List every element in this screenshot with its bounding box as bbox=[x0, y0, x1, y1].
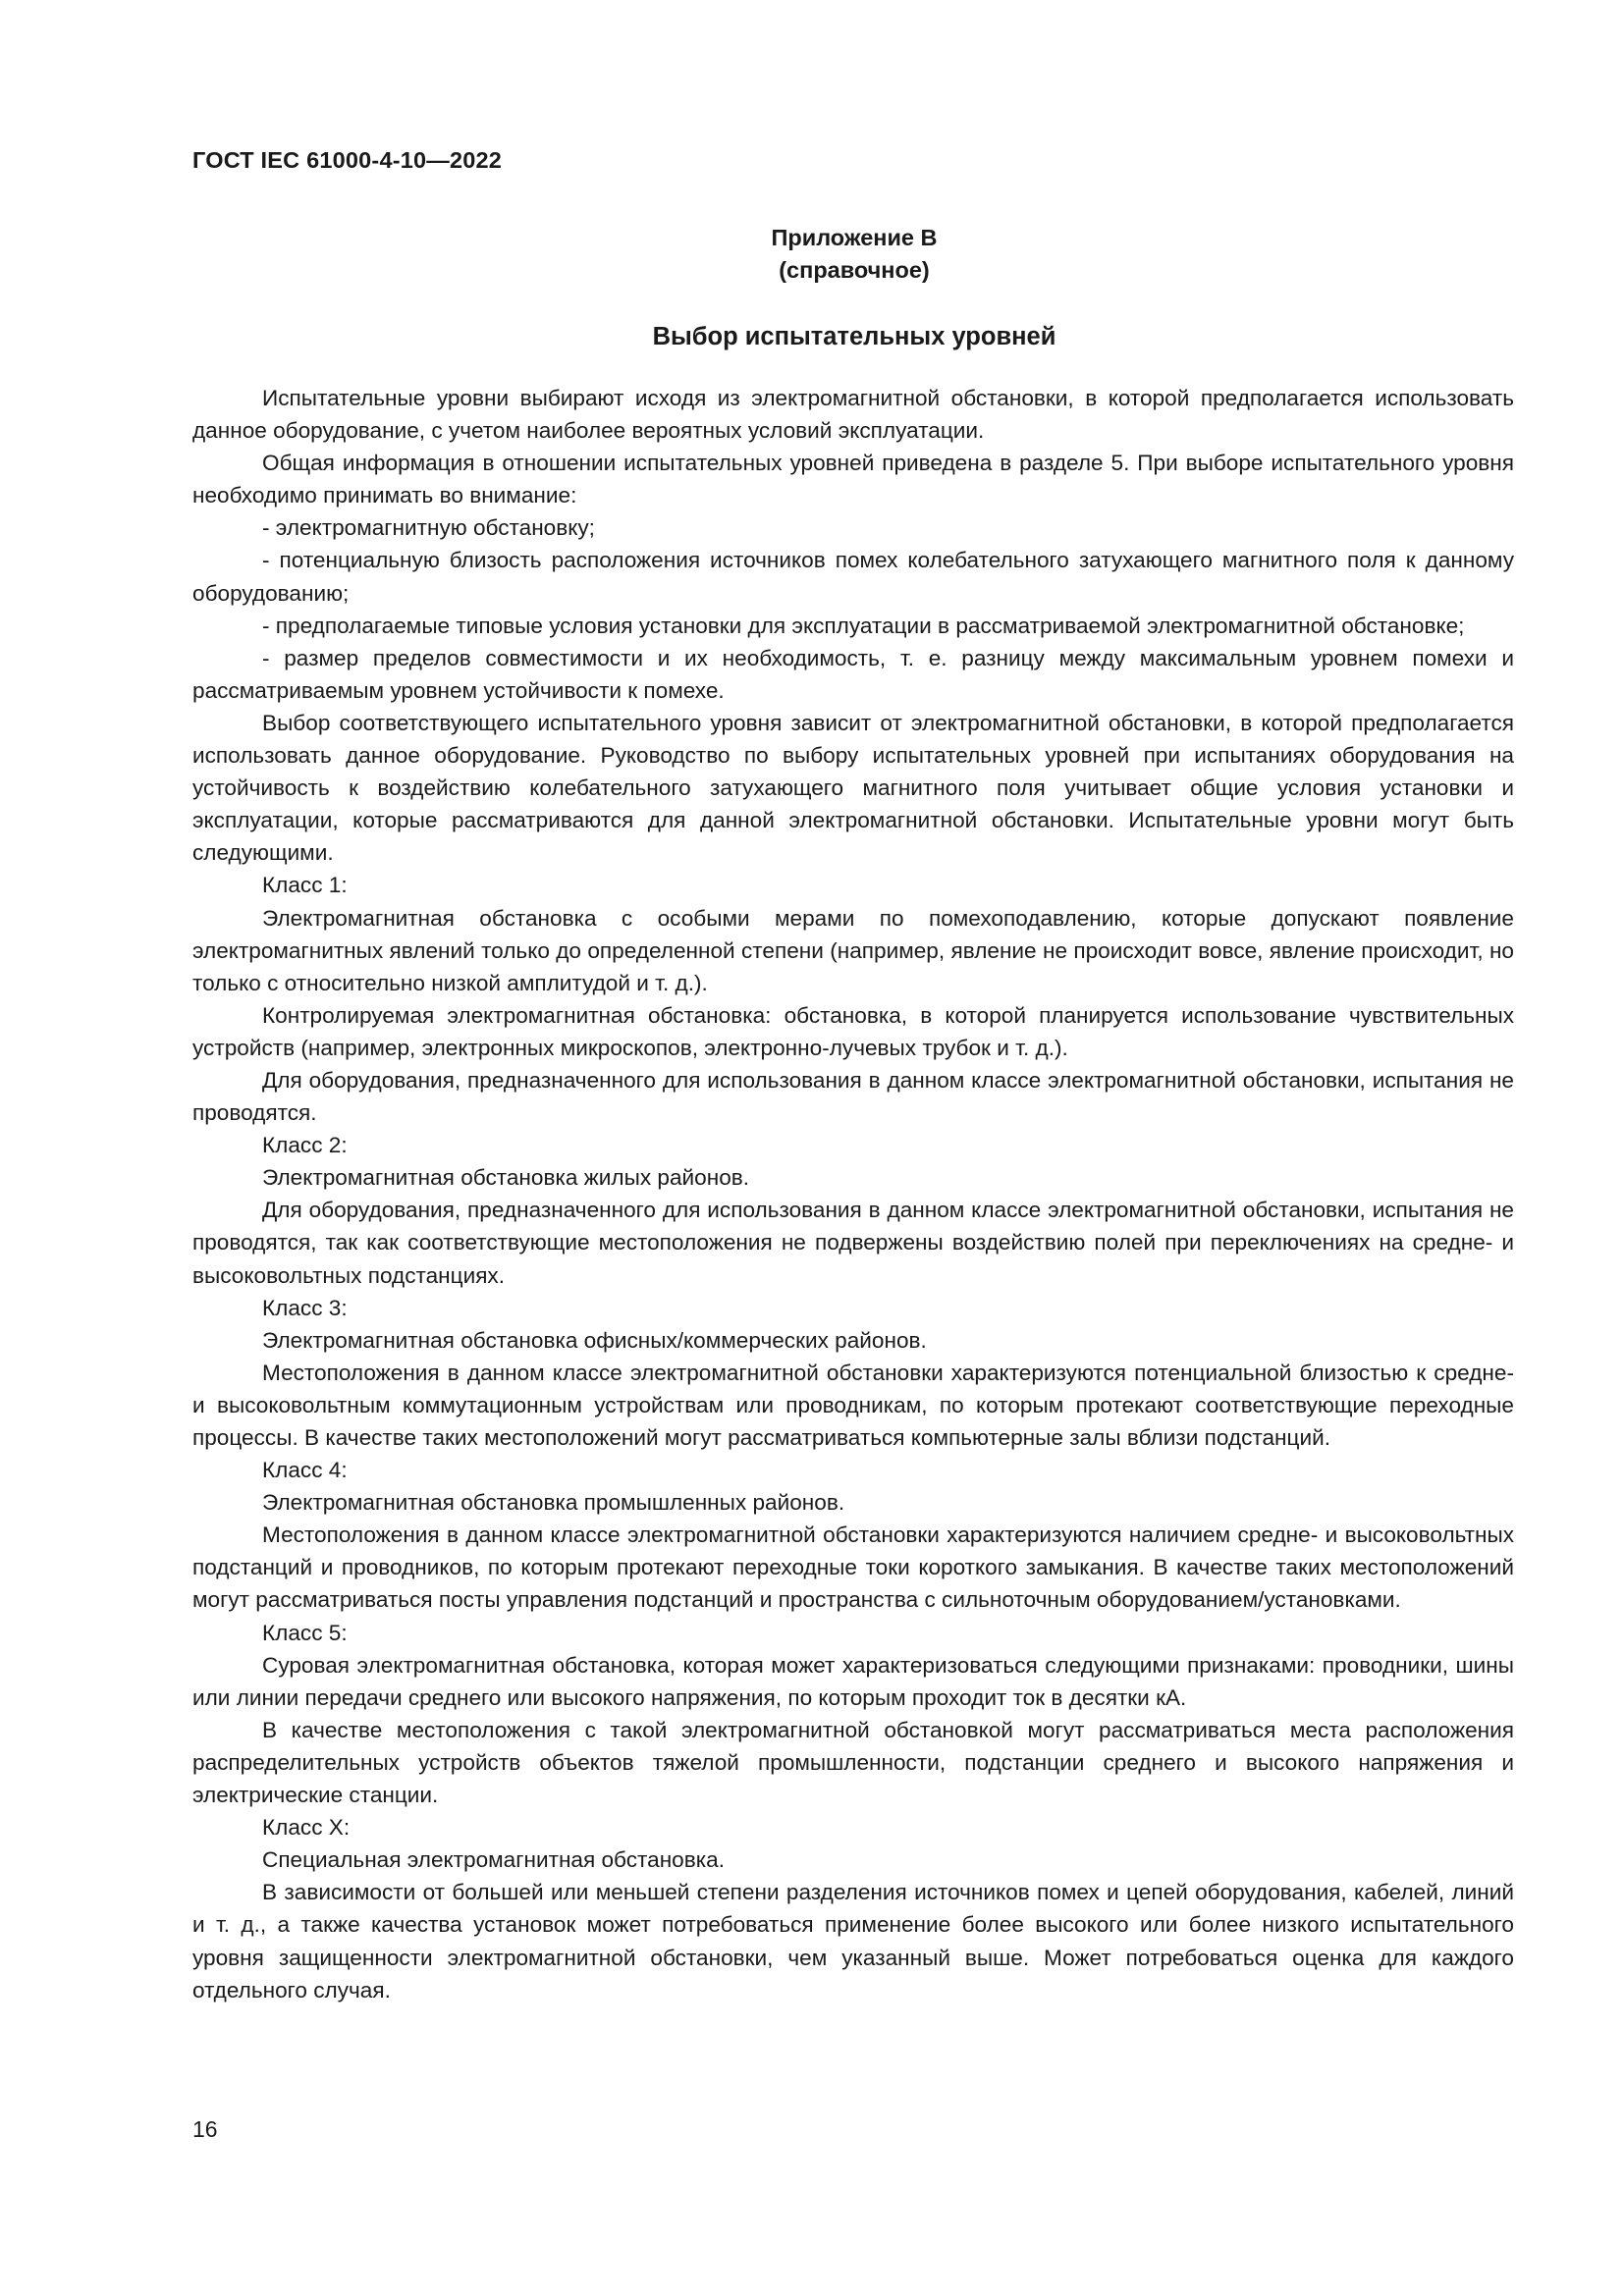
class-label: Класс 3: bbox=[262, 1295, 348, 1320]
list-item: - предполагаемые типовые условия установки для эксплуатации в рассматриваемой электромагнитной обстановке; bbox=[262, 613, 1465, 638]
paragraph: Местоположения в данном классе электромагнитной обстановки характеризуются потенциальной близостью к средне- и высоковольтным коммутационным устройствам или проводникам, по которым протекают соответствующие переходные процессы. В качестве таких местоположений могут рассматриваться компьютерные залы вблизи подстанций. bbox=[192, 1360, 1514, 1450]
list-item: - электромагнитную обстановку; bbox=[262, 515, 595, 541]
annex-status: (справочное) bbox=[779, 257, 930, 283]
class-label: Класс 5: bbox=[262, 1620, 348, 1645]
paragraph: Для оборудования, предназначенного для использования в данном классе электромагнитной обстановки, испытания не проводятся, так как соответствующие местоположения не подвержены воздействию полей при переключениях на средне- и высоковольтных подстанциях. bbox=[192, 1198, 1514, 1288]
paragraph: Электромагнитная обстановка промышленных районов. bbox=[262, 1490, 845, 1516]
body-text bbox=[192, 382, 1514, 2006]
paragraph: Электромагнитная обстановка с особыми мерами по помехоподавлению, которые допускают появление электромагнитных явлений только до определенной степени (например, явление не происходит вовсе, явление происходит, но только с относительно низкой амплитудой и т. д.). bbox=[192, 905, 1514, 995]
paragraph: Электромагнитная обстановка жилых районов. bbox=[262, 1165, 750, 1191]
class-label: Класс 1: bbox=[262, 873, 348, 898]
section-title: Выбор испытательных уровней bbox=[652, 323, 1056, 350]
paragraph: Для оборудования, предназначенного для использования в данном классе электромагнитной обстановки, испытания не проводятся. bbox=[192, 1067, 1514, 1126]
annex-heading bbox=[0, 222, 1624, 287]
paragraph: Выбор соответствующего испытательного уровня зависит от электромагнитной обстановки, в которой предполагается использовать данное оборудование. Руководство по выбору испытательных уровней при испытаниях оборудования на устойчивость к воздействию колебательного затухающего магнитного поля учитывает общие условия установки и эксплуатации, которые рассматриваются для данной электромагнитной обстановки. Испытательные уровни могут быть следующими. bbox=[192, 710, 1514, 866]
list-item: - потенциальную близость расположения источников помех колебательного затухающего магнитного поля к данному оборудованию; bbox=[192, 548, 1514, 606]
class-label: Класс X: bbox=[262, 1815, 351, 1841]
paragraph: Контролируемая электромагнитная обстановка: обстановка, в которой планируется использование чувствительных устройств (например, электронных микроскопов, электронно-лучевых трубок и т. д.). bbox=[192, 1002, 1514, 1060]
paragraph: Общая информация в отношении испытательных уровней приведена в разделе 5. При выборе испытательного уровня необходимо принимать во внимание: bbox=[192, 451, 1514, 508]
paragraph: Специальная электромагнитная обстановка. bbox=[262, 1847, 725, 1873]
paragraph: Испытательные уровни выбирают исходя из электромагнитной обстановки, в которой предполагается использовать данное оборудование, с учетом наиболее вероятных условий эксплуатации. bbox=[192, 386, 1514, 444]
page-number: 16 bbox=[192, 2116, 218, 2142]
paragraph: Электромагнитная обстановка офисных/коммерческих районов. bbox=[262, 1327, 927, 1353]
class-label: Класс 2: bbox=[262, 1133, 348, 1158]
paragraph: В качестве местоположения с такой электромагнитной обстановкой могут рассматриваться места расположения распределительных устройств объектов тяжелой промышленности, подстанции среднего и высокого напряжения и электрические станции. bbox=[192, 1717, 1514, 1808]
document-header: ГОСТ IEC 61000-4-10—2022 bbox=[192, 147, 503, 173]
annex-title: Приложение В bbox=[771, 225, 938, 250]
class-label: Класс 4: bbox=[262, 1458, 348, 1483]
paragraph: Местоположения в данном классе электромагнитной обстановки характеризуются наличием средне- и высоковольтных подстанций и проводников, по которым протекают переходные токи короткого замыкания. В качестве таких местоположений могут рассматриваться посты управления подстанций и пространства с сильноточным оборудованием/установками. bbox=[192, 1522, 1514, 1613]
paragraph: Суровая электромагнитная обстановка, которая может характеризоваться следующими признаками: проводники, шины или линии передачи среднего или высокого напряжения, по которым проходит ток в десятки кА. bbox=[192, 1652, 1514, 1710]
list-item: - размер пределов совместимости и их необходимость, т. е. разницу между максимальным уровнем помехи и рассматриваемым уровнем устойчивости к помехе. bbox=[192, 645, 1514, 703]
paragraph: В зависимости от большей или меньшей степени разделения источников помех и цепей оборудования, кабелей, линий и т. д., а также качества установок может потребоваться применение более высокого или более низкого испытательного уровня защищенности электромагнитной обстановки, чем указанный выше. Может потребоваться оценка для каждого отдельного случая. bbox=[192, 1880, 1514, 2002]
